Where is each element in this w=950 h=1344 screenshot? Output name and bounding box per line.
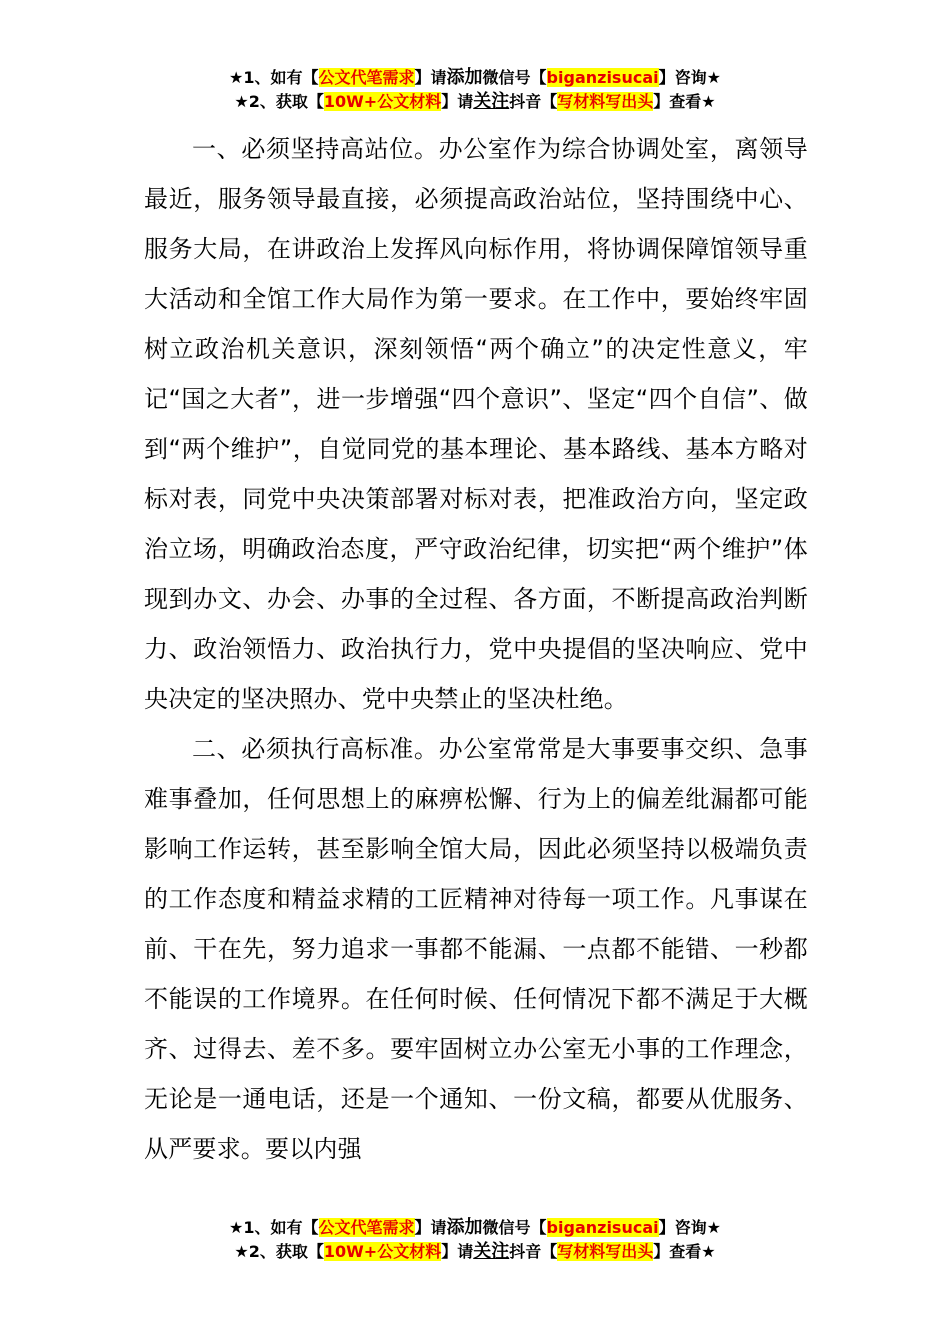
banner-line-2: ★2、获取【10W+公文材料】请关注抖音【写材料写出头】查看★ (234, 1241, 716, 1262)
document-body (144, 124, 808, 1174)
banner-line-1: ★1、如有【公文代笔需求】请添加微信号【biganzisucai】咨询★ (229, 1217, 721, 1238)
banner-highlight-wechat: biganzisucai (546, 1218, 659, 1237)
banner-highlight-service: 公文代笔需求 (318, 1218, 415, 1237)
banner-highlight-wechat: biganzisucai (546, 68, 659, 87)
footer-banner (0, 1216, 950, 1264)
banner-highlight-douyin: 写材料写出头 (557, 92, 654, 111)
paragraph-1: 一、必须坚持高站位。办公室作为综合协调处室，离领导最近，服务领导最直接，必须提高政治站位，坚持围绕中心、服务大局，在讲政治上发挥风向标作用，将协调保障馆领导重大活动和全馆工作大局作为第一要求。在工作中，要始终牢固树立政治机关意识，深刻领悟“两个确立”的决定性意义，牢记“国之大者”，进一步增强“四个意识”、坚定“四个自信”、做到“两个维护”，自觉同党的基本理论、基本路线、基本方略对标对表，同党中央决策部署对标对表，把准政治方向，坚定政治立场，明确政治态度，严守政治纪律，切实把“两个维护”体现到办文、办会、办事的全过程、各方面，不断提高政治判断力、政治领悟力、政治执行力，党中央提倡的坚决响应、党中央决定的坚决照办、党中央禁止的坚决杜绝。 (144, 135, 808, 713)
banner-line-1: ★1、如有【公文代笔需求】请添加微信号【biganzisucai】咨询★ (229, 67, 721, 88)
header-banner (0, 66, 950, 114)
banner-highlight-materials: 10W+公文材料 (323, 1242, 442, 1261)
banner-line-2: ★2、获取【10W+公文材料】请关注抖音【写材料写出头】查看★ (234, 91, 716, 112)
banner-highlight-service: 公文代笔需求 (318, 68, 415, 87)
banner-highlight-materials: 10W+公文材料 (323, 92, 442, 111)
paragraph-2: 二、必须执行高标准。办公室常常是大事要事交织、急事难事叠加，任何思想上的麻痹松懈、行为上的偏差纰漏都可能影响工作运转，甚至影响全馆大局，因此必须坚持以极端负责的工作态度和精益求精的工匠精神对待每一项工作。凡事谋在前、干在先，努力追求一事都不能漏、一点都不能错、一秒都不能误的工作境界。在任何时候、任何情况下都不满足于大概齐、过得去、差不多。要牢固树立办公室无小事的工作理念，无论是一通电话，还是一个通知、一份文稿，都要从优服务、从严要求。要以内强 (144, 735, 808, 1163)
banner-highlight-douyin: 写材料写出头 (557, 1242, 654, 1261)
